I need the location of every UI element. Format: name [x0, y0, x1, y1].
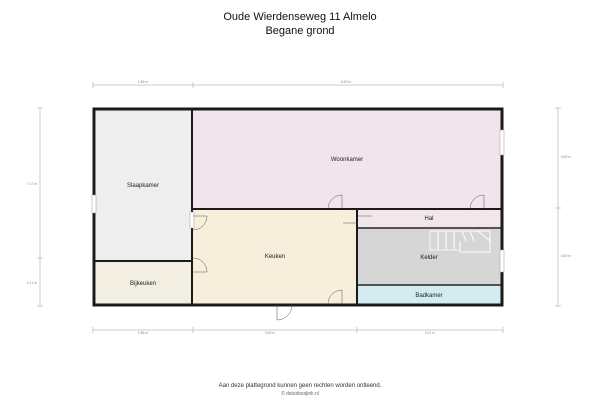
dim-left-upper: 7.17 m — [26, 182, 38, 186]
dim-right-lower: 3.50 m — [560, 254, 572, 258]
address-title: Oude Wierdenseweg 11 Almelo — [223, 11, 377, 23]
disclaimer-text: Aan deze plattegrond kunnen geen rechten worden ontleend. — [218, 383, 382, 389]
dim-right-upper: 3.63 m — [560, 155, 572, 159]
credit-text: © dstudiooijink.nl — [281, 391, 319, 397]
dim-bottom-left: 1.86 m — [137, 331, 149, 335]
dim-top-left: 1.86 m — [137, 80, 149, 84]
label-bijkeuken: Bijkeuken — [129, 281, 157, 287]
dim-left-lower: 2.11 m — [26, 281, 38, 285]
label-hal: Hal — [424, 216, 434, 222]
label-kelder: Kelder — [420, 255, 438, 261]
label-badkamer: Badkamer — [415, 293, 443, 299]
floor-title: Begane grond — [265, 25, 335, 37]
dim-top-right: 6.60 m — [340, 80, 352, 84]
label-keuken: Keuken — [264, 254, 286, 260]
label-slaapkamer: Slaapkamer — [126, 183, 160, 189]
label-woonkamer: Woonkamer — [330, 157, 364, 163]
dim-bottom-right: 3.21 m — [424, 331, 436, 335]
dim-bottom-mid: 3.45 m — [264, 331, 276, 335]
